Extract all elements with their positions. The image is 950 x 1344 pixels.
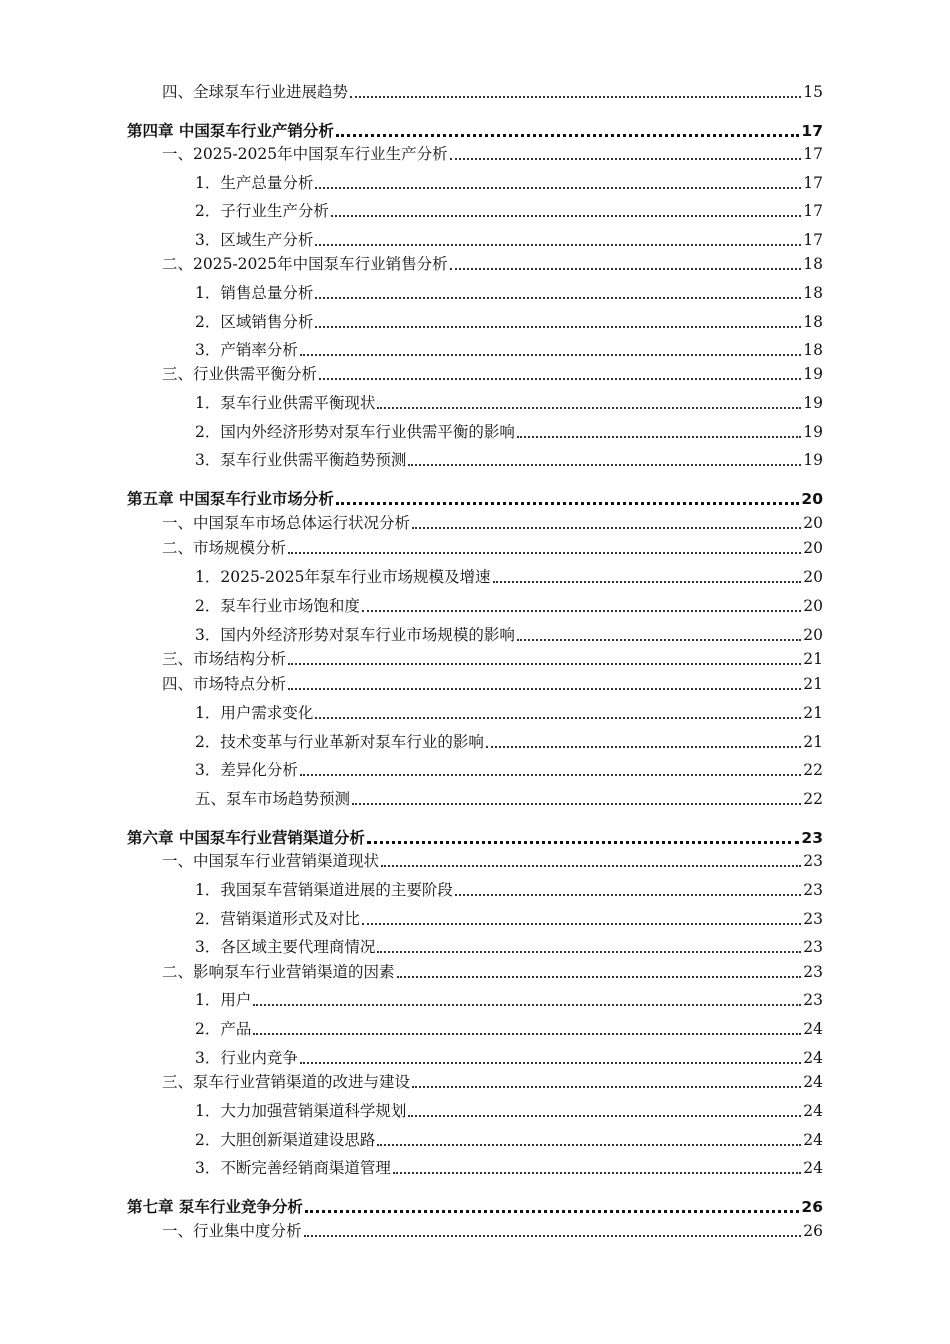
toc-page-number: 19 [803, 451, 823, 469]
toc-entry-title: 3．行业内竞争 [195, 1049, 298, 1067]
toc-page-number: 23 [803, 852, 823, 870]
toc-page-number: 23 [803, 910, 823, 928]
toc-entry-title: 3．泵车行业供需平衡趋势预测 [195, 451, 407, 469]
toc-page-number: 26 [803, 1222, 823, 1240]
toc-entry[interactable] [195, 621, 823, 645]
toc-page-number: 18 [803, 284, 823, 302]
dot-leader [517, 436, 801, 438]
dot-leader [304, 1235, 802, 1237]
toc-entry-title: 3．各区域主要代理商情况 [195, 938, 376, 956]
dot-leader [315, 717, 801, 719]
toc-entry-title: 四、市场特点分析 [162, 675, 287, 693]
dot-leader [412, 527, 801, 529]
dot-leader [315, 297, 801, 299]
dot-leader [331, 215, 801, 217]
dot-leader [288, 552, 801, 554]
toc-entry-title: 一、2025-2025年中国泵车行业生产分析 [162, 145, 448, 163]
toc-entry[interactable] [195, 389, 823, 413]
dot-leader [381, 865, 801, 867]
dot-leader [336, 502, 800, 505]
toc-entry[interactable] [195, 728, 823, 752]
toc-entry[interactable] [162, 645, 823, 669]
toc-entry[interactable] [195, 563, 823, 587]
dot-leader [315, 187, 801, 189]
toc-page-number: 23 [803, 963, 823, 981]
toc-page-number: 20 [803, 539, 823, 557]
toc-entry[interactable] [162, 250, 823, 274]
toc-entry-title: 三、泵车行业营销渠道的改进与建设 [162, 1073, 411, 1091]
dot-leader [377, 951, 801, 953]
toc-entry-title: 五、泵车市场趋势预测 [195, 790, 351, 808]
toc-entry[interactable] [195, 986, 823, 1010]
toc-entry-title: 2．泵车行业市场饱和度 [195, 597, 360, 615]
toc-entry[interactable] [195, 446, 823, 470]
toc-entry[interactable] [162, 140, 823, 164]
toc-entry[interactable] [195, 308, 823, 332]
toc-entry-title: 二、2025-2025年中国泵车行业销售分析 [162, 255, 448, 273]
toc-entry-title: 1．2025-2025年泵车行业市场规模及增速 [195, 568, 491, 586]
toc-entry[interactable] [195, 933, 823, 957]
toc-entry-title: 2．大胆创新渠道建设思路 [195, 1131, 376, 1149]
toc-entry[interactable] [195, 169, 823, 193]
toc-page-number: 17 [803, 174, 823, 192]
dot-leader [397, 976, 802, 978]
toc-entry[interactable] [162, 958, 823, 982]
toc-page-number: 17 [803, 145, 823, 163]
toc-page-number: 20 [803, 514, 823, 532]
toc-page-number: 24 [803, 1020, 823, 1038]
toc-entry-title: 3．产销率分析 [195, 341, 298, 359]
toc-entry-title: 2．营销渠道形式及对比 [195, 910, 360, 928]
dot-leader [362, 923, 801, 925]
dot-leader [362, 610, 801, 612]
toc-page-number: 20 [803, 597, 823, 615]
toc-entry[interactable] [162, 360, 823, 384]
toc-entry-title: 一、中国泵车市场总体运行状况分析 [162, 514, 411, 532]
toc-page-number: 21 [803, 733, 823, 751]
toc-page-number: 15 [803, 83, 823, 101]
toc-entry[interactable] [195, 756, 823, 780]
toc-entry[interactable] [162, 670, 823, 694]
toc-page-number: 18 [803, 341, 823, 359]
toc-page-number: 21 [803, 650, 823, 668]
toc-entry[interactable] [195, 226, 823, 250]
dot-leader [300, 1062, 801, 1064]
toc-entry-title: 1．销售总量分析 [195, 284, 314, 302]
toc-entry[interactable] [162, 509, 823, 533]
toc-page-number: 20 [803, 626, 823, 644]
toc-entry-title: 第四章 中国泵车行业产销分析 [127, 122, 334, 140]
toc-entry-title: 2．技术变革与行业革新对泵车行业的影响 [195, 733, 484, 751]
toc-entry[interactable] [195, 1015, 823, 1039]
toc-page-number: 23 [803, 991, 823, 1009]
dot-leader [412, 1086, 801, 1088]
dot-leader [450, 268, 802, 270]
toc-chapter-entry[interactable] [127, 1193, 823, 1217]
toc-page-number: 24 [803, 1131, 823, 1149]
toc-entry[interactable] [162, 78, 823, 102]
toc-page-number: 18 [803, 255, 823, 273]
toc-chapter-entry[interactable] [127, 824, 823, 848]
toc-entry[interactable] [195, 905, 823, 929]
dot-leader [253, 1004, 801, 1006]
toc-entry[interactable] [162, 534, 823, 558]
dot-leader [350, 96, 801, 98]
toc-entry[interactable] [195, 1154, 823, 1178]
dot-leader [300, 354, 801, 356]
dot-leader [450, 158, 802, 160]
toc-entry-title: 3．区域生产分析 [195, 231, 314, 249]
toc-entry[interactable] [195, 418, 823, 442]
toc-entry-title: 2．子行业生产分析 [195, 202, 329, 220]
toc-page-number: 21 [803, 704, 823, 722]
dot-leader [315, 326, 801, 328]
toc-page-number: 17 [803, 202, 823, 220]
dot-leader [367, 841, 800, 844]
toc-entry[interactable] [162, 1217, 823, 1241]
toc-page-number: 23 [803, 938, 823, 956]
toc-page-number: 24 [803, 1102, 823, 1120]
dot-leader [300, 774, 801, 776]
dot-leader [408, 1115, 801, 1117]
toc-entry[interactable] [195, 336, 823, 360]
dot-leader [393, 1172, 801, 1174]
toc-page-number: 24 [803, 1159, 823, 1177]
toc-page-number: 20 [803, 568, 823, 586]
toc-entry-title: 四、全球泵车行业进展趋势 [162, 83, 349, 101]
toc-entry-title: 2．区域销售分析 [195, 313, 314, 331]
dot-leader [377, 1144, 801, 1146]
toc-entry[interactable] [195, 876, 823, 900]
toc-entry-title: 二、影响泵车行业营销渠道的因素 [162, 963, 395, 981]
dot-leader [455, 894, 801, 896]
toc-entry-title: 1．大力加强营销渠道科学规划 [195, 1102, 407, 1120]
toc-page-number: 26 [801, 1198, 823, 1216]
dot-leader [352, 803, 801, 805]
dot-leader [288, 663, 801, 665]
toc-entry[interactable] [195, 1126, 823, 1150]
toc-entry[interactable] [195, 592, 823, 616]
toc-page-number: 22 [803, 790, 823, 808]
dot-leader [319, 378, 801, 380]
toc-entry-title: 第七章 泵车行业竞争分析 [127, 1198, 303, 1216]
toc-page-number: 23 [801, 829, 823, 847]
toc-entry-title: 1．我国泵车营销渠道进展的主要阶段 [195, 881, 453, 899]
toc-page-number: 18 [803, 313, 823, 331]
toc-entry[interactable] [162, 1068, 823, 1092]
toc-entry-title: 二、市场规模分析 [162, 539, 287, 557]
toc-entry[interactable] [162, 847, 823, 871]
toc-page-number: 21 [803, 675, 823, 693]
toc-entry-title: 2．产品 [195, 1020, 252, 1038]
toc-entry-title: 3．差异化分析 [195, 761, 298, 779]
toc-page-number: 20 [801, 490, 823, 508]
toc-page-number: 17 [803, 231, 823, 249]
toc-chapter-entry[interactable] [127, 117, 823, 141]
toc-entry-title: 2．国内外经济形势对泵车行业供需平衡的影响 [195, 423, 515, 441]
dot-leader [493, 581, 802, 583]
toc-page-number: 24 [803, 1073, 823, 1091]
toc-page-number: 19 [803, 423, 823, 441]
toc-page-number: 23 [803, 881, 823, 899]
toc-entry[interactable] [195, 699, 823, 723]
toc-page-number: 24 [803, 1049, 823, 1067]
dot-leader [288, 688, 801, 690]
toc-entry-title: 3．国内外经济形势对泵车行业市场规模的影响 [195, 626, 515, 644]
toc-entry-title: 第六章 中国泵车行业营销渠道分析 [127, 829, 365, 847]
toc-entry-title: 一、行业集中度分析 [162, 1222, 302, 1240]
toc-entry-title: 3．不断完善经销商渠道管理 [195, 1159, 391, 1177]
toc-entry-title: 三、行业供需平衡分析 [162, 365, 318, 383]
toc-page-number: 17 [801, 122, 823, 140]
toc-entry-title: 1．用户需求变化 [195, 704, 314, 722]
dot-leader [253, 1033, 801, 1035]
dot-leader [486, 746, 801, 748]
toc-page-number: 19 [803, 394, 823, 412]
toc-page-number: 19 [803, 365, 823, 383]
toc-entry-title: 第五章 中国泵车行业市场分析 [127, 490, 334, 508]
toc-entry-title: 一、中国泵车行业营销渠道现状 [162, 852, 380, 870]
dot-leader [336, 134, 800, 137]
toc-entry[interactable] [195, 279, 823, 303]
toc-entry-title: 三、市场结构分析 [162, 650, 287, 668]
toc-entry-title: 1．生产总量分析 [195, 174, 314, 192]
dot-leader [315, 244, 801, 246]
toc-entry-title: 1．用户 [195, 991, 252, 1009]
toc-entry[interactable] [195, 785, 823, 809]
dot-leader [377, 407, 801, 409]
toc-entry[interactable] [195, 197, 823, 221]
toc-entry[interactable] [195, 1097, 823, 1121]
dot-leader [305, 1210, 800, 1213]
toc-entry-title: 1．泵车行业供需平衡现状 [195, 394, 376, 412]
dot-leader [408, 464, 801, 466]
dot-leader [517, 639, 801, 641]
toc-page-number: 22 [803, 761, 823, 779]
toc-entry[interactable] [195, 1044, 823, 1068]
toc-chapter-entry[interactable] [127, 485, 823, 509]
